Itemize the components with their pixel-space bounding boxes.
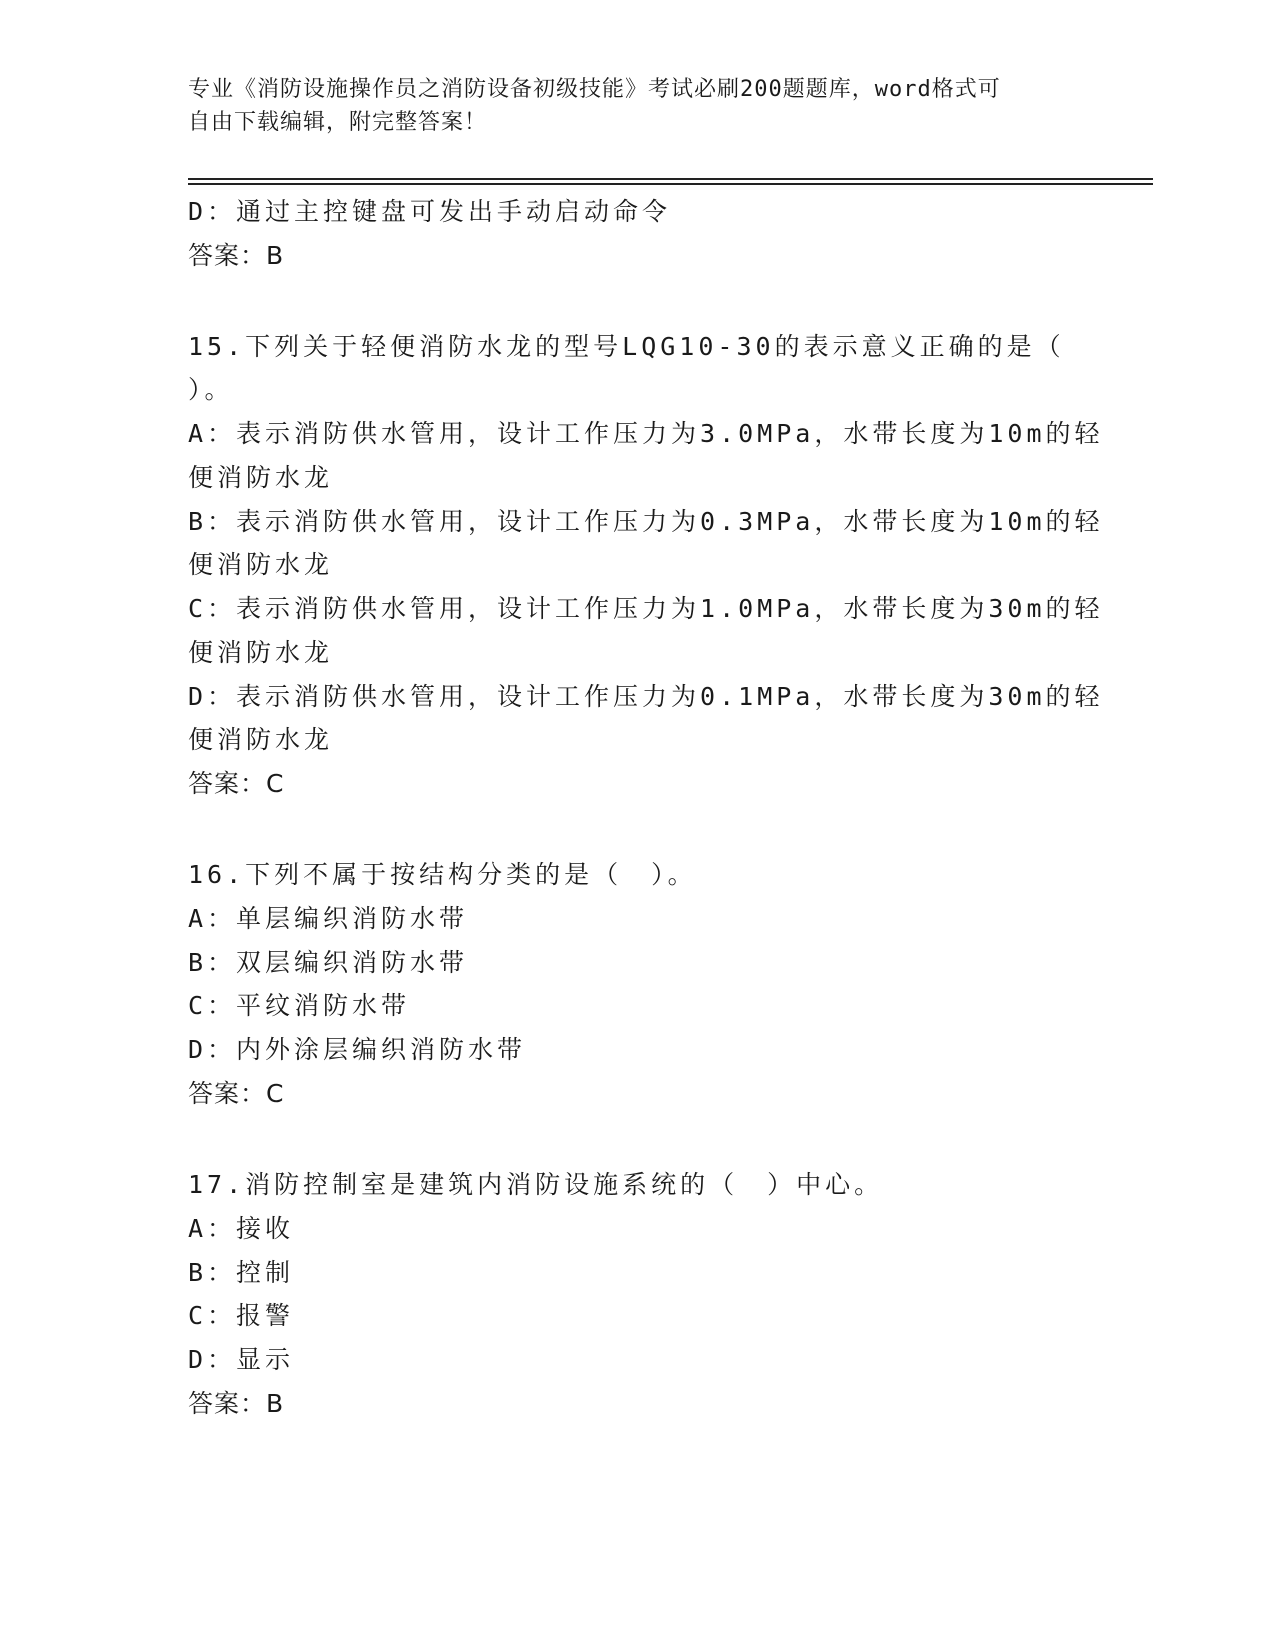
- header-line-1: 专业《消防设施操作员之消防设备初级技能》考试必刷200题题库，word格式可: [188, 77, 1001, 102]
- document-header: [188, 73, 1088, 139]
- q17-option-b: B：控制: [188, 1258, 295, 1287]
- q14-answer: 答案：B: [188, 241, 285, 270]
- q16-answer: 答案：C: [188, 1079, 285, 1108]
- q16-stem: 16.下列不属于按结构分类的是（ ）。: [188, 860, 697, 889]
- q15-option-a-line-2: 便消防水龙: [188, 463, 334, 492]
- q15-option-a-line-1: A：表示消防供水管用，设计工作压力为3.0MPa，水带长度为10m的轻: [188, 419, 1104, 448]
- q15-stem-line-2: ）。: [188, 375, 234, 404]
- q15-stem-line-1: 15.下列关于轻便消防水龙的型号LQG10-30的表示意义正确的是（: [188, 332, 1065, 361]
- q17-stem: 17.消防控制室是建筑内消防设施系统的（ ）中心。: [188, 1170, 884, 1199]
- q17-option-a: A：接收: [188, 1214, 295, 1243]
- q15-option-d-line-2: 便消防水龙: [188, 725, 334, 754]
- q16-option-a: A：单层编织消防水带: [188, 904, 469, 933]
- q16-option-c: C：平纹消防水带: [188, 991, 411, 1020]
- q14-option-d: D：通过主控键盘可发出手动启动命令: [188, 197, 672, 226]
- header-rule-bottom: [188, 183, 1153, 185]
- q17-answer: 答案：B: [188, 1389, 285, 1418]
- q15-option-d-line-1: D：表示消防供水管用，设计工作压力为0.1MPa，水带长度为30m的轻: [188, 682, 1104, 711]
- q17-option-d: D：显示: [188, 1345, 295, 1374]
- q16-option-d: D：内外涂层编织消防水带: [188, 1035, 527, 1064]
- q15-option-b-line-2: 便消防水龙: [188, 550, 334, 579]
- header-rule-top: [188, 178, 1153, 180]
- q15-answer: 答案：C: [188, 769, 285, 798]
- header-line-2: 自由下载编辑，附完整答案！: [188, 110, 488, 135]
- q15-option-c-line-1: C：表示消防供水管用，设计工作压力为1.0MPa，水带长度为30m的轻: [188, 594, 1104, 623]
- q16-option-b: B：双层编织消防水带: [188, 948, 469, 977]
- q17-option-c: C：报警: [188, 1301, 295, 1330]
- q15-option-c-line-2: 便消防水龙: [188, 638, 334, 667]
- q15-option-b-line-1: B：表示消防供水管用，设计工作压力为0.3MPa，水带长度为10m的轻: [188, 507, 1104, 536]
